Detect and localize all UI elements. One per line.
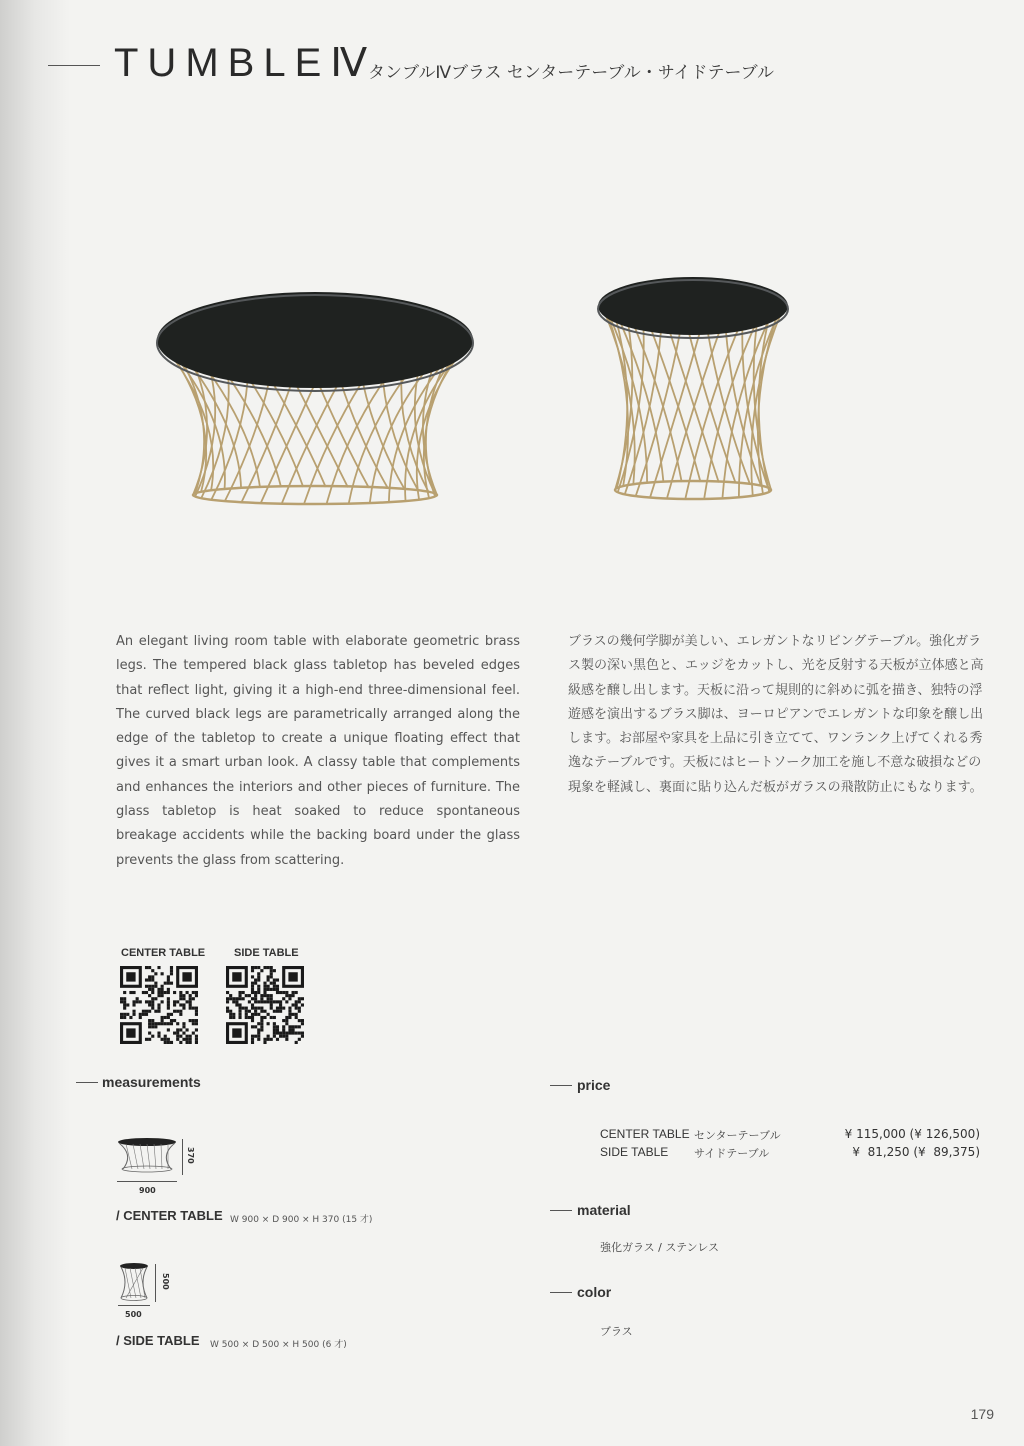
color-heading: color [577,1284,612,1300]
center-width-label: 900 [139,1186,156,1195]
center-table-diagram-icon [116,1137,178,1177]
price-heading: price [577,1077,611,1093]
qr-code-icon[interactable] [226,966,304,1044]
base-ring [193,486,437,504]
page-gutter-shadow [0,0,70,1446]
page-title: TUMBLEⅣ [114,41,377,85]
qr-code-icon[interactable] [120,966,198,1044]
side-width-label: 500 [125,1310,142,1319]
measurements-dash [76,1082,98,1083]
price-item-side-jp: サイドテーブル [694,1147,770,1160]
center-table-top [157,292,473,388]
price-item-side: SIDE TABLE [600,1145,669,1159]
side-table-diagram-icon [118,1262,150,1302]
material-heading: material [577,1202,631,1218]
price-item-center: CENTER TABLE [600,1127,690,1141]
title-rule [48,65,100,66]
center-height-label: 370 [186,1147,195,1164]
measurements-heading: measurements [102,1074,201,1090]
wire-leg [608,314,629,486]
side-table-spec: W 500 × D 500 × H 500 (6 才) [210,1340,347,1350]
side-height-line [155,1264,156,1302]
center-width-line [117,1181,177,1182]
center-table-spec: W 900 × D 900 × H 370 (15 才) [230,1215,373,1225]
price-item-center-jp: センターテーブル [694,1129,781,1142]
center-table-name: / CENTER TABLE [116,1208,223,1223]
price-dash [550,1085,572,1086]
side-height-label: 500 [161,1273,170,1290]
center-table-photo [150,285,480,515]
material-dash [550,1210,572,1211]
page-subtitle: タンブルⅣブラス センターテーブル・サイドテーブル [368,63,774,83]
color-value: ブラス [600,1325,633,1338]
price-item-side-value: ¥ 81,250 (¥ 89,375) [852,1145,980,1159]
center-height-line [182,1139,183,1175]
side-width-line [118,1305,150,1306]
color-dash [550,1292,572,1293]
description-english: An elegant living room table with elaborate geometric brass legs. The tempered black glass tabletop has beveled edges that reflect light, giving it a high-end three-dimensional feel. The curved black legs are parametrically arranged along the edge of the tabletop to create a unique floating effect that gives it a smart urban look. A classy table that complements and enhances the interiors and other pieces of furniture. The glass tabletop is heat soaked to reduce spontaneous breakage accidents while the backing board under the glass prevents the glass from scattering. [116,634,520,868]
material-value: 強化ガラス / ステンレス [600,1241,719,1254]
side-table-top [598,277,788,335]
price-item-center-value: ¥ 115,000 (¥ 126,500) [844,1127,980,1141]
side-table-name: / SIDE TABLE [116,1333,200,1348]
qr-label-center: CENTER TABLE [121,947,206,959]
qr-label-side: SIDE TABLE [234,947,299,959]
description-japanese: ブラスの幾何学脚が美しい、エレガントなリビングテーブル。強化ガラス製の深い黒色と、エッジをカットし、光を反射する天板が立体感と高級感を醸し出します。天板に沿って規則的に斜めに弧を描き、独特の浮遊感を演出するブラス脚は、ヨーロピアンでエレガントな印象を醸し出します。お部屋や家具を上品に引き立てて、ワンランク上げてくれる秀逸なテーブルです。天板にはヒートソーク加工を施し不意な破損などの現象を軽減し、裏面に貼り込んだ板がガラスの飛散防止にもなります。 [568,634,984,795]
side-table-legs [605,307,781,499]
page-number: 179 [970,1406,994,1422]
side-table-photo [588,268,798,513]
